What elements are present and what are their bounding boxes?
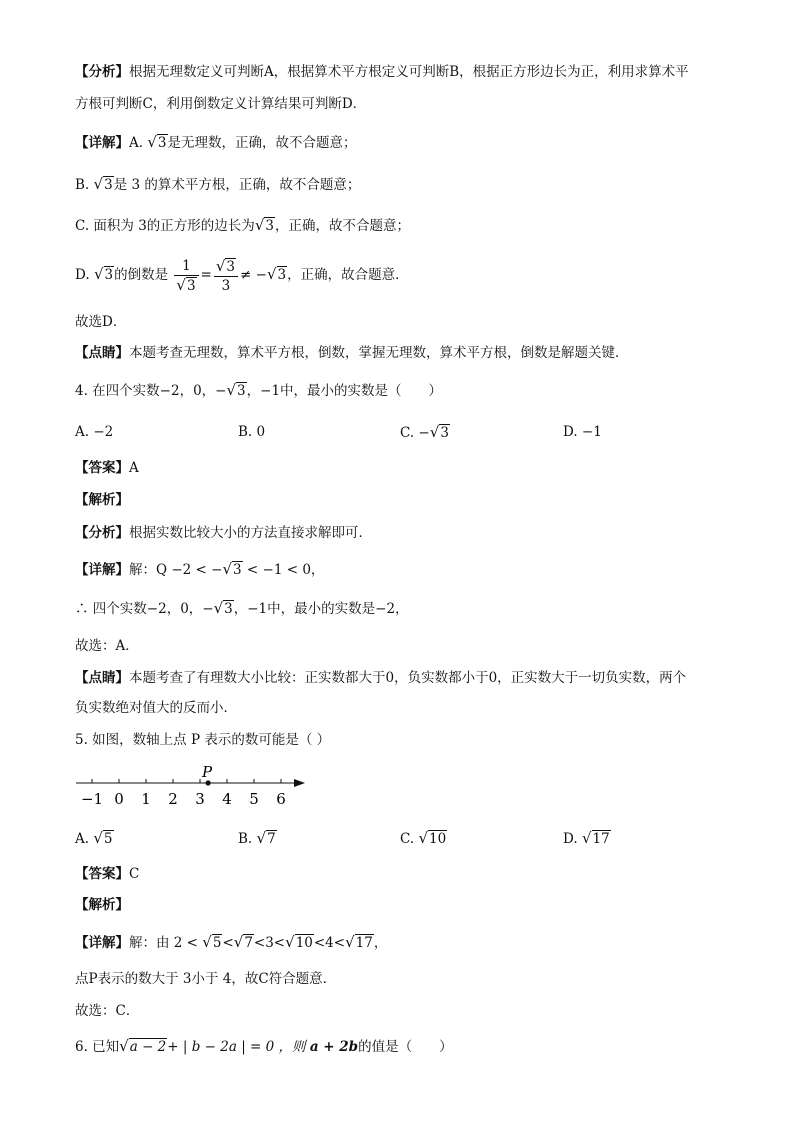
fraction-sqrt3-over-3: $\frac{√3}{3}$ [214, 257, 238, 295]
q3-comment: 【点睛】本题考查无理数，算术平方根，倒数，掌握无理数，算术平方根，倒数是解题关键． [75, 345, 629, 361]
q4-option-b: B. 0 [238, 424, 266, 440]
sqrt-10: √10 [418, 829, 447, 847]
q5-stem: 5. 如图，数轴上点 P 表示的数可能是（ ） [75, 732, 331, 748]
q4-therefore: ∴ 四个实数−2，0，−√3，−1中，最小的实数是−2， [75, 599, 409, 617]
sqrt-3: √3 [222, 560, 242, 578]
comment-tag: 【点睛】 [75, 670, 129, 686]
sqrt-5: √5 [93, 829, 113, 847]
axis-arrow-icon [294, 779, 305, 787]
analysis-tag: 【分析】 [75, 64, 129, 80]
q3-choose: 故选D． [75, 314, 127, 330]
fraction-one-over-sqrt3: $\frac{1}{√3}$ [174, 257, 198, 295]
q5-option-d: D. √17 [563, 829, 610, 847]
axis-tick-label: −1 [80, 790, 104, 808]
axis-tick-label: 4 [222, 790, 232, 808]
q3-analysis-line-1: 【分析】根据无理数定义可判断A，根据算术平方根定义可判断B，根据正方形边长为正，利用求算术平 [75, 64, 689, 80]
sqrt-3: √3 [226, 381, 246, 399]
detail-tag: 【详解】 [75, 562, 129, 578]
q3-analysis-line-2: 方根可判断C，利用倒数定义计算结果可判断D． [75, 96, 367, 112]
sqrt-3: √3 [93, 265, 114, 283]
q3-detail-a: 【详解】A. √3是无理数，正确，故不合题意； [75, 133, 357, 151]
q5-detail: 【详解】解：由 2 < √5<√7<3<√10<4<√17， [75, 933, 388, 951]
point-p-label: P [202, 763, 213, 781]
q4-option-a: A. −2 [75, 424, 114, 440]
q4-comment-line-2: 负实数绝对值大的反而小． [75, 700, 237, 716]
sqrt-3: √3 [213, 599, 233, 617]
sqrt-17: √17 [345, 933, 373, 951]
q5-option-c: C. √10 [400, 829, 447, 847]
sqrt-3: √3 [266, 265, 287, 283]
axis-tick-label: 3 [195, 790, 205, 808]
axis-tick-label: 0 [114, 790, 124, 808]
q3-detail-b: B. √3是 3 的算术平方根，正确，故不合题意； [75, 175, 361, 193]
axis-tick-label: 1 [141, 790, 151, 808]
sqrt-3: √3 [254, 216, 274, 234]
analysis-tag: 【分析】 [75, 525, 129, 541]
sqrt-7: √7 [256, 829, 276, 847]
sqrt-7: √7 [233, 933, 253, 951]
q5-conclusion: 点P表示的数大于 3小于 4，故C符合题意． [75, 971, 337, 987]
expression-a-plus-2b: a + 2b [309, 1039, 359, 1055]
q5-option-a: A. √5 [75, 829, 113, 847]
q5-answer: 【答案】C [75, 866, 140, 882]
q5-option-b: B. √7 [238, 829, 276, 847]
sqrt-3: √3 [93, 175, 113, 193]
q3-detail-c: C. 面积为 3的正方形的边长为√3，正确，故不合题意； [75, 216, 410, 234]
jiexi-tag: 【解析】 [75, 897, 129, 913]
detail-tag: 【详解】 [75, 135, 129, 151]
q4-analysis: 【分析】根据实数比较大小的方法直接求解即可． [75, 525, 372, 541]
jiexi-tag: 【解析】 [75, 492, 129, 508]
answer-tag: 【答案】 [75, 460, 129, 476]
sqrt-17: √17 [581, 829, 610, 847]
answer-tag: 【答案】 [75, 866, 129, 882]
sqrt-3: √3 [147, 133, 167, 151]
axis-tick-label: 6 [276, 790, 286, 808]
q4-jiexi [75, 490, 129, 510]
q4-stem: 4. 在四个实数−2，0，−√3，−1中，最小的实数是（ ） [75, 381, 443, 399]
q4-choose: 故选：A． [75, 638, 139, 654]
q5-jiexi [75, 895, 129, 915]
sqrt-10: √10 [285, 933, 313, 951]
axis-tick-label: 5 [249, 790, 259, 808]
q4-answer: 【答案】A [75, 460, 139, 476]
axis-tick-label: 2 [168, 790, 178, 808]
sqrt-5: √5 [202, 933, 222, 951]
q4-comment-line-1: 【点睛】本题考查了有理数大小比较：正实数都大于0，负实数都小于0，正实数大于一切负实数，两个 [75, 670, 687, 686]
q3-detail-d: D. √3的倒数是 $\frac{1}{√3}$ = $\frac{√3}{3}$ ≠ −√3，正确，故合题意． [75, 254, 409, 295]
q5-choose: 故选：C． [75, 1003, 140, 1019]
sqrt-3: √3 [429, 423, 449, 441]
number-line-figure [70, 758, 310, 810]
q4-detail: 【详解】解：Q −2 < −√3 < −1 < 0， [75, 560, 325, 578]
point-p-marker [206, 780, 211, 785]
comment-tag: 【点睛】 [75, 345, 129, 361]
sqrt-a-minus-2: √a − 2 [119, 1037, 167, 1055]
q4-option-d: D. −1 [563, 424, 602, 440]
detail-tag: 【详解】 [75, 935, 129, 951]
q6-stem: 6. 已知√a − 2+ | b − 2a | = 0 ，则 a + 2b的值是（ ） [75, 1037, 453, 1055]
q4-option-c: C. −√3 [400, 423, 449, 441]
